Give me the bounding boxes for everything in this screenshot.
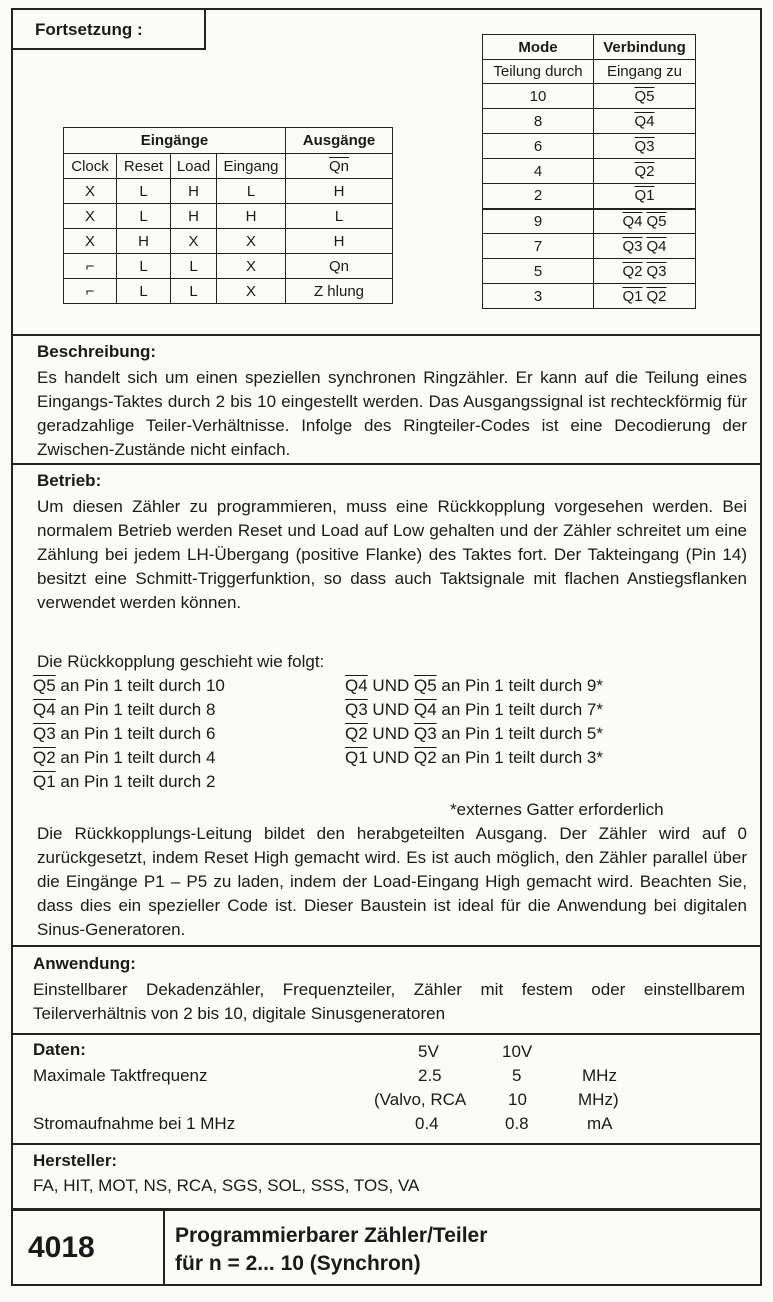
- mode-value: 10: [483, 84, 594, 109]
- output-q: Q2: [33, 748, 56, 767]
- operation-text: Um diesen Zähler zu programmieren, muss eine Rückkopplung vorgesehen werden. Bei normalem Betrieb werden Reset und Load auf Low gehalten und der Zähler schreitet um eine Zählung bei jedem LH-Übergang (positive Flanke) des Taktes fort. Der Takteingang (Pin 14) besitzt eine Schmitt-Triggerfunktion, so dass auch Taktsignale mit flachen Anstiegsflanken verwendet werden können.: [37, 497, 747, 612]
- feedback-and: UND: [367, 724, 414, 743]
- truth-table-cell: L: [117, 179, 171, 204]
- ic-title-line2: für n = 2... 10 (Synchron): [175, 1252, 421, 1275]
- data-row3-10v: 0.8: [505, 1114, 529, 1133]
- outputs-group-header: Ausgänge: [286, 128, 393, 154]
- output-q: Q2: [646, 287, 667, 305]
- connection-header: Verbindung: [594, 35, 696, 60]
- truth-table-row: [64, 279, 393, 304]
- mode-header: Mode: [483, 35, 594, 60]
- feedback-item: [345, 722, 603, 746]
- data-row3-label: Stromaufnahme bei 1 MHz: [33, 1114, 236, 1133]
- connection-value: [594, 159, 696, 184]
- truth-table-cell: ⌐: [64, 279, 117, 304]
- connection-value: [594, 234, 696, 259]
- feedback-item: [33, 746, 215, 770]
- feedback-text: an Pin 1 teilt durch 5*: [436, 724, 603, 743]
- feedback-item: [33, 770, 215, 794]
- footer-divider: [11, 1208, 762, 1211]
- truth-table-cell: H: [217, 204, 286, 229]
- connection-value: [594, 184, 696, 209]
- mode-table-row: [483, 209, 696, 234]
- data-col-5v: 5V: [418, 1042, 439, 1061]
- output-q: Q5: [646, 212, 667, 230]
- col-clock: Clock: [64, 154, 117, 179]
- manufacturer-divider: [11, 1143, 762, 1145]
- truth-table-cell: L: [286, 204, 393, 229]
- mode-value: 2: [483, 184, 594, 209]
- application-text: Einstellbarer Dekadenzähler, Frequenzteiler, Zähler mit festem oder einstellbarem Teilerverhältnis von 2 bis 10, digitale Sinusgeneratoren: [33, 980, 745, 1023]
- mode-value: 9: [483, 209, 594, 234]
- output-q: Q1: [33, 772, 56, 791]
- connection-value: [594, 84, 696, 109]
- truth-table-cell: Z hlung: [286, 279, 393, 304]
- truth-table-cell: L: [117, 204, 171, 229]
- manufacturer-list: FA, HIT, MOT, NS, RCA, SGS, SOL, SSS, TOS, VA: [33, 1176, 420, 1195]
- footnote: *externes Gatter erforderlich: [450, 800, 664, 819]
- data-divider: [11, 1033, 762, 1035]
- truth-table-cell: ⌐: [64, 254, 117, 279]
- truth-table-cell: H: [171, 179, 217, 204]
- connection-subheader: Eingang zu: [594, 60, 696, 84]
- feedback-and: UND: [367, 748, 414, 767]
- truth-table-cell: X: [217, 229, 286, 254]
- mode-value: 7: [483, 234, 594, 259]
- output-q: Q5: [634, 87, 655, 105]
- description-heading: Beschreibung:: [37, 342, 157, 361]
- feedback-text: an Pin 1 teilt durch 7*: [436, 700, 603, 719]
- output-q: Q4: [413, 700, 437, 719]
- output-q: Q4: [646, 237, 667, 255]
- output-q: Q4: [33, 700, 56, 719]
- output-q: Q1: [634, 187, 655, 205]
- connection-value: [594, 134, 696, 159]
- feedback-text: an Pin 1 teilt durch 2: [55, 772, 216, 791]
- truth-table-row: [64, 179, 393, 204]
- mode-table-row: [483, 159, 696, 184]
- output-q: Q3: [634, 137, 655, 155]
- connection-value: [594, 259, 696, 284]
- data-row1-label: Maximale Taktfrequenz: [33, 1066, 208, 1085]
- feedback-item: [33, 674, 225, 698]
- description-text: Es handelt sich um einen speziellen synchronen Ringzähler. Er kann auf die Teilung eines Eingangs-Taktes durch 2 bis 10 eingestellt werden. Das Ausgangssignal ist rechteckförmig für geradzahlige Teiler-Verhältnisse. Infolge des Ringteiler-Codes ist eine Decodierung der Zwischen-Zustände nicht einfach.: [37, 368, 747, 459]
- mode-subheader: Teilung durch: [483, 60, 594, 84]
- feedback-item: [33, 698, 215, 722]
- data-heading: Daten:: [33, 1040, 86, 1059]
- mode-table-row: [483, 284, 696, 309]
- truth-table-cell: X: [64, 179, 117, 204]
- feedback-item: [33, 722, 215, 746]
- feedback-text: an Pin 1 teilt durch 9*: [436, 676, 603, 695]
- truth-table-cell: X: [171, 229, 217, 254]
- truth-table-cell: Qn: [286, 254, 393, 279]
- truth-table-cell: X: [217, 254, 286, 279]
- output-q: Q3: [33, 724, 56, 743]
- feedback-text: an Pin 1 teilt durch 6: [55, 724, 216, 743]
- mode-table-row: [483, 109, 696, 134]
- data-row2-unit: MHz): [578, 1090, 619, 1109]
- output-q: Q1: [345, 748, 368, 767]
- mode-table-row: [483, 134, 696, 159]
- truth-table-cell: H: [286, 179, 393, 204]
- col-eingang: Eingang: [217, 154, 286, 179]
- truth-table-row: [64, 204, 393, 229]
- operation-divider: [11, 463, 762, 465]
- output-q: Q1: [622, 287, 643, 305]
- continuation-tab: Fortsetzung :: [11, 8, 206, 50]
- truth-table-cell: H: [286, 229, 393, 254]
- ic-number: 4018: [28, 1231, 95, 1264]
- col-qn: $\overline{Qn}$: [286, 154, 393, 179]
- connection-value: [594, 284, 696, 309]
- feedback-item: [345, 698, 603, 722]
- mode-value: 3: [483, 284, 594, 309]
- mode-value: 5: [483, 259, 594, 284]
- output-q: Q3: [646, 262, 667, 280]
- truth-table: [63, 127, 393, 304]
- output-q: Q2: [345, 724, 368, 743]
- truth-table-cell: H: [117, 229, 171, 254]
- output-q: Q3: [622, 237, 643, 255]
- data-row3-unit: mA: [587, 1114, 613, 1133]
- mode-table: [482, 34, 696, 309]
- truth-table-cell: L: [171, 279, 217, 304]
- operation-heading: Betrieb:: [37, 471, 102, 490]
- truth-table-row: [64, 254, 393, 279]
- feedback-text: an Pin 1 teilt durch 4: [55, 748, 216, 767]
- data-row2-10v: 10: [508, 1090, 527, 1109]
- mode-table-row: [483, 234, 696, 259]
- feedback-and: UND: [367, 676, 414, 695]
- truth-table-row: [64, 229, 393, 254]
- application-divider: [11, 945, 762, 947]
- truth-table-cell: H: [171, 204, 217, 229]
- truth-table-cell: X: [64, 229, 117, 254]
- mode-table-row: [483, 84, 696, 109]
- output-q: Q4: [345, 676, 368, 695]
- ic-title: [175, 1222, 487, 1278]
- ic-title-line1: Programmierbarer Zähler/Teiler: [175, 1224, 488, 1247]
- connection-value: [594, 209, 696, 234]
- mode-table-row: [483, 259, 696, 284]
- data-row1-5v: 2.5: [418, 1066, 442, 1085]
- truth-table-cell: L: [117, 279, 171, 304]
- footer-separator: [163, 1210, 165, 1284]
- feedback-text: an Pin 1 teilt durch 3*: [436, 748, 603, 767]
- output-q: Q4: [634, 112, 655, 130]
- manufacturer-heading: Hersteller:: [33, 1151, 118, 1170]
- mode-value: 4: [483, 159, 594, 184]
- truth-table-cell: L: [171, 254, 217, 279]
- application-heading: Anwendung:: [33, 954, 136, 973]
- feedback-item: [345, 746, 603, 770]
- mode-table-row: [483, 184, 696, 209]
- data-row3-5v: 0.4: [415, 1114, 439, 1133]
- truth-table-cell: L: [117, 254, 171, 279]
- mode-value: 6: [483, 134, 594, 159]
- col-load: Load: [171, 154, 217, 179]
- data-row1-unit: MHz: [582, 1066, 617, 1085]
- output-q: Q2: [413, 748, 437, 767]
- truth-table-cell: X: [64, 204, 117, 229]
- output-q: Q2: [634, 162, 655, 180]
- feedback-item: [345, 674, 603, 698]
- truth-table-cell: L: [217, 179, 286, 204]
- output-q: Q3: [413, 724, 437, 743]
- data-row1-10v: 5: [512, 1066, 522, 1085]
- operation-text-2: Die Rückkopplungs-Leitung bildet den herabgeteilten Ausgang. Der Zähler wird auf 0 zurückgesetzt, indem Reset High gemacht wird. Es ist auch möglich, den Zähler parallel über die Eingänge P1 – P5 zu laden, indem der Load-Eingang High gemacht wird. Beachten Sie, dass dies ein spezieller Code ist. Dieser Baustein ist ideal für die Anwendung bei digitalen Sinus-Generatoren.: [37, 824, 747, 939]
- output-q: Q5: [413, 676, 437, 695]
- output-q: Q3: [345, 700, 368, 719]
- output-q: Q5: [33, 676, 56, 695]
- data-col-10v: 10V: [502, 1042, 533, 1061]
- feedback-and: UND: [367, 700, 414, 719]
- feedback-text: an Pin 1 teilt durch 8: [55, 700, 216, 719]
- output-q: Q4: [622, 212, 643, 230]
- connection-value: [594, 109, 696, 134]
- feedback-intro: Die Rückkopplung geschieht wie folgt:: [37, 652, 325, 671]
- col-reset: Reset: [117, 154, 171, 179]
- mode-value: 8: [483, 109, 594, 134]
- truth-table-cell: X: [217, 279, 286, 304]
- inputs-group-header: Eingänge: [64, 128, 286, 154]
- feedback-text: an Pin 1 teilt durch 10: [55, 676, 225, 695]
- output-q: Q2: [622, 262, 643, 280]
- data-row2-5v: (Valvo, RCA: [374, 1090, 467, 1109]
- description-divider: [11, 334, 762, 336]
